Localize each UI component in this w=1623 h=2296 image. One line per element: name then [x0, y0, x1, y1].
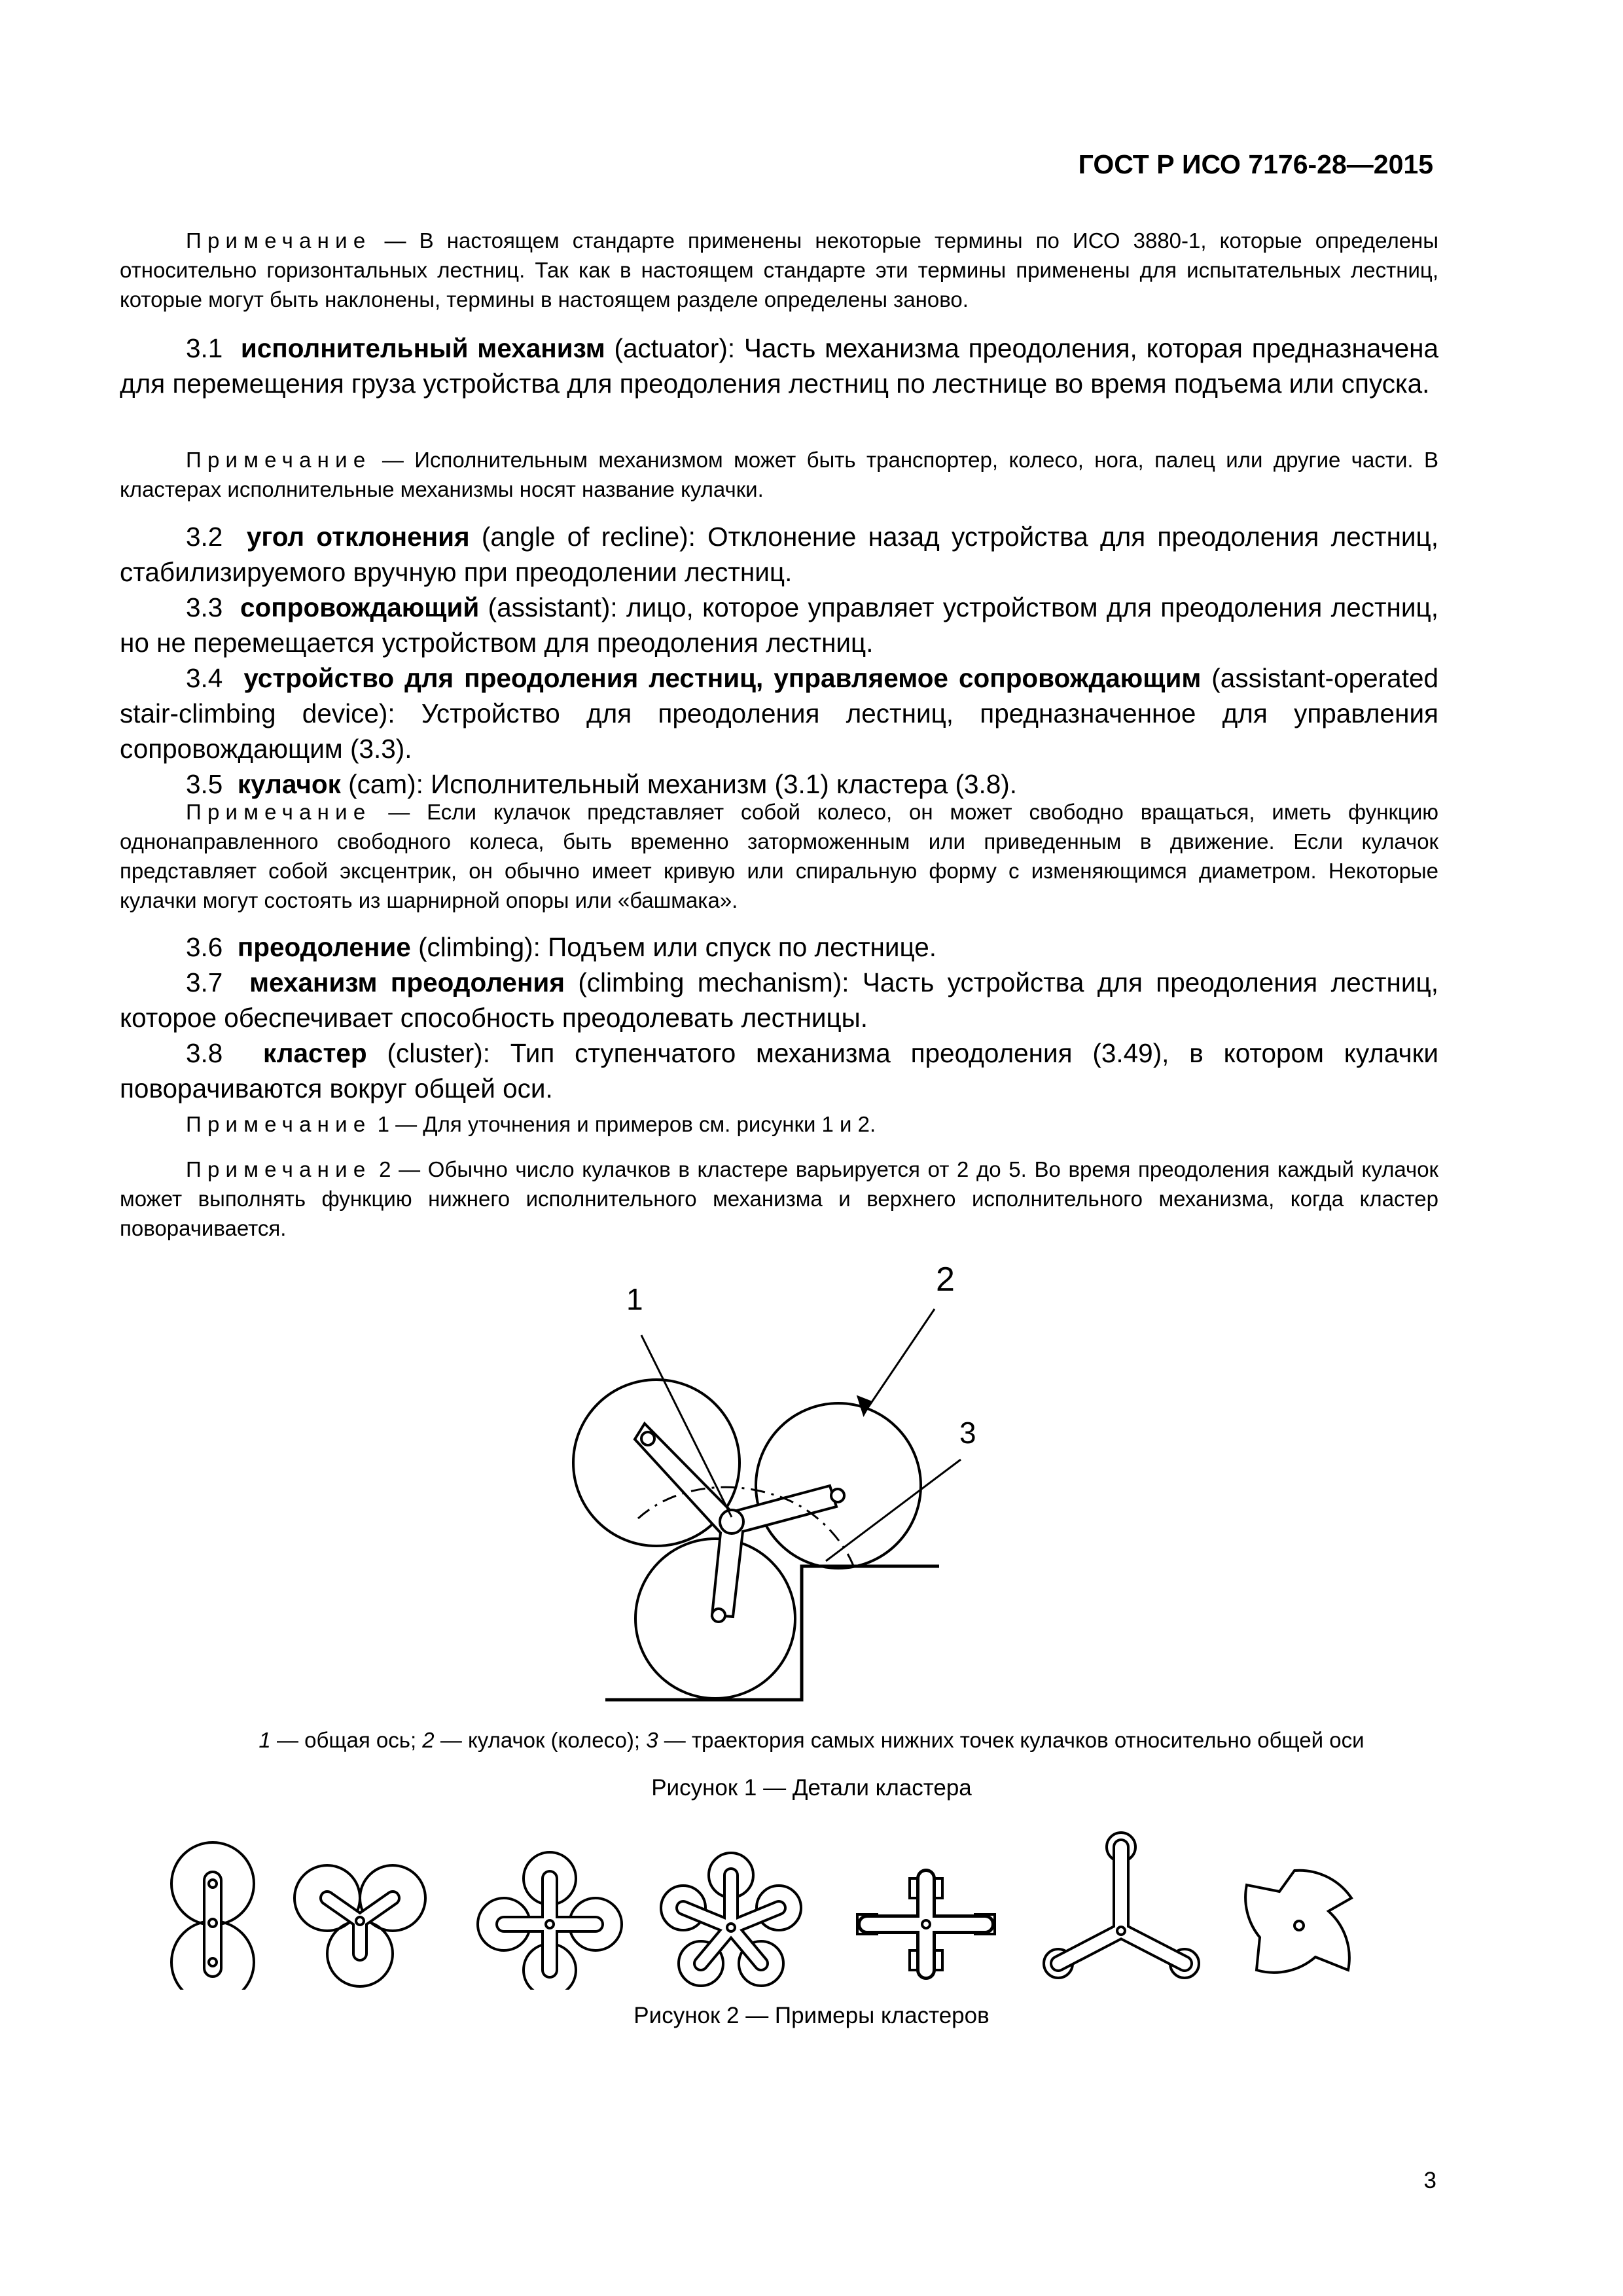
cluster-example-spiral-cam: [1245, 1871, 1351, 1973]
cluster-example-four-wheel: [478, 1852, 622, 1990]
term-3-2: 3.2 угол отклонения (angle of recline): Отклонение назад устройства для преодоления лестниц, стабилизируемого вручную при преодолении лестниц.: [120, 522, 1439, 587]
figure-1-caption: Рисунок 1 — Детали кластера: [651, 1775, 972, 1801]
note-3-8-1: Примечание 1 — Для уточнения и примеров см. рисунки 1 и 2.: [186, 1112, 876, 1136]
note-label: Примечание: [186, 448, 372, 472]
term-name: исполнительный механизм: [240, 333, 605, 363]
note-label: Примечание: [186, 228, 372, 253]
stair-step: [605, 1566, 939, 1700]
figure-1-cluster-drawing: [0, 1253, 1623, 1725]
arrow-head: [859, 1397, 870, 1414]
cluster-example-four-shoe: [857, 1878, 995, 1970]
intro-note: [120, 226, 1438, 314]
cluster-example-five-wheel: [661, 1853, 801, 1986]
note-3-1: [120, 445, 1438, 504]
term-3-5: 3.5 кулачок (cam): Исполнительный механизм (3.1) кластера (3.8).: [186, 769, 1018, 799]
figure-2-caption: Рисунок 2 — Примеры кластеров: [633, 2003, 990, 2028]
note-label: Примечание: [186, 800, 372, 824]
term-3-7: 3.7 механизм преодоления (climbing mechanism): Часть устройства для преодоления лестниц, которое обеспечивает способность преодолевать лестницы.: [120, 967, 1438, 1033]
note-3-8-2: Примечание 2 — Обычно число кулачков в кластере варьируется от 2 до 5. Во время преодоления каждый кулачок может выполнять функцию нижнего исполнительного механизма и верхнего исполнительного механизма, когда кластер поворачивается.: [120, 1157, 1438, 1240]
terms-3-6-to-3-8: [120, 929, 1438, 1106]
term-definition: (actuator): Часть механизма преодоления, которая предназначена для перемещения груза устройства для преодоления лестниц по лестнице во время подъема или спуска.: [120, 333, 1438, 399]
note-text: — Если кулачок представляет собой колесо, он может свободно вращаться, иметь функцию однонаправленного свободного колеса, быть временно заторможенным или приведенным в движение. Если кулачок представляет собой эксцентрик, он обычно имеет кривую или спиральную форму с изменяющимся диаметром. Некоторые кулачки могут состоять из шарнирной опоры или «башмака».: [120, 800, 1438, 912]
note-text: — В настоящем стандарте применены некоторые термины по ИСО 3880-1, которые определены относительно горизонтальных лестниц. Так как в настоящем стандарте эти термины применены для испытательных лестниц, которые могут быть наклонены, термины в настоящем разделе определены заново.: [120, 228, 1438, 312]
callout-3: 3: [959, 1416, 976, 1450]
document-header: ГОСТ Р ИСО 7176-28—2015: [1078, 149, 1433, 179]
callout-2: 2: [936, 1261, 955, 1299]
notes-3-8: [120, 1109, 1438, 1243]
term-3-6: 3.6 преодоление (climbing): Подъем или спуск по лестнице.: [186, 932, 937, 962]
cluster-example-two-wheel: [171, 1842, 254, 1990]
term-number: 3.1: [186, 333, 223, 363]
terms-3-2-to-3-5: [120, 519, 1438, 802]
note-3-5: [120, 797, 1438, 915]
cluster-example-three-arm: [1044, 1833, 1199, 1978]
term-3-3: 3.3 сопровождающий (assistant): лицо, которое управляет устройством для преодоления лестниц, но не перемещается устройством для преодоления лестниц.: [120, 592, 1438, 658]
cluster-wheels: [573, 1380, 921, 1698]
figure-1-legend: 1 — общая ось; 2 — кулачок (колесо); 3 — траектория самых нижних точек кулачков относительно общей оси: [259, 1728, 1364, 1752]
cluster-example-three-wheel: [294, 1865, 425, 1986]
page-number: 3: [1423, 2168, 1436, 2193]
callout-1: 1: [626, 1282, 643, 1316]
term-3-8: 3.8 кластер (cluster): Тип ступенчатого механизма преодоления (3.49), в котором кулачки поворачиваются вокруг общей оси.: [120, 1038, 1438, 1103]
note-text: — Исполнительным механизмом может быть транспортер, колесо, нога, палец или другие части. В кластерах исполнительные механизмы носят название кулачки.: [120, 448, 1438, 501]
figure-2-cluster-examples: [0, 1820, 1623, 1990]
term-3-4: 3.4 устройство для преодоления лестниц, управляемое сопровождающим (assistant-operated stair-climbing device): Устройство для преодоления лестниц, предназначенное для управления сопровождающим (3.3).: [120, 663, 1438, 764]
term-3-1: [120, 331, 1438, 401]
upper-right-wheel: [756, 1403, 921, 1568]
